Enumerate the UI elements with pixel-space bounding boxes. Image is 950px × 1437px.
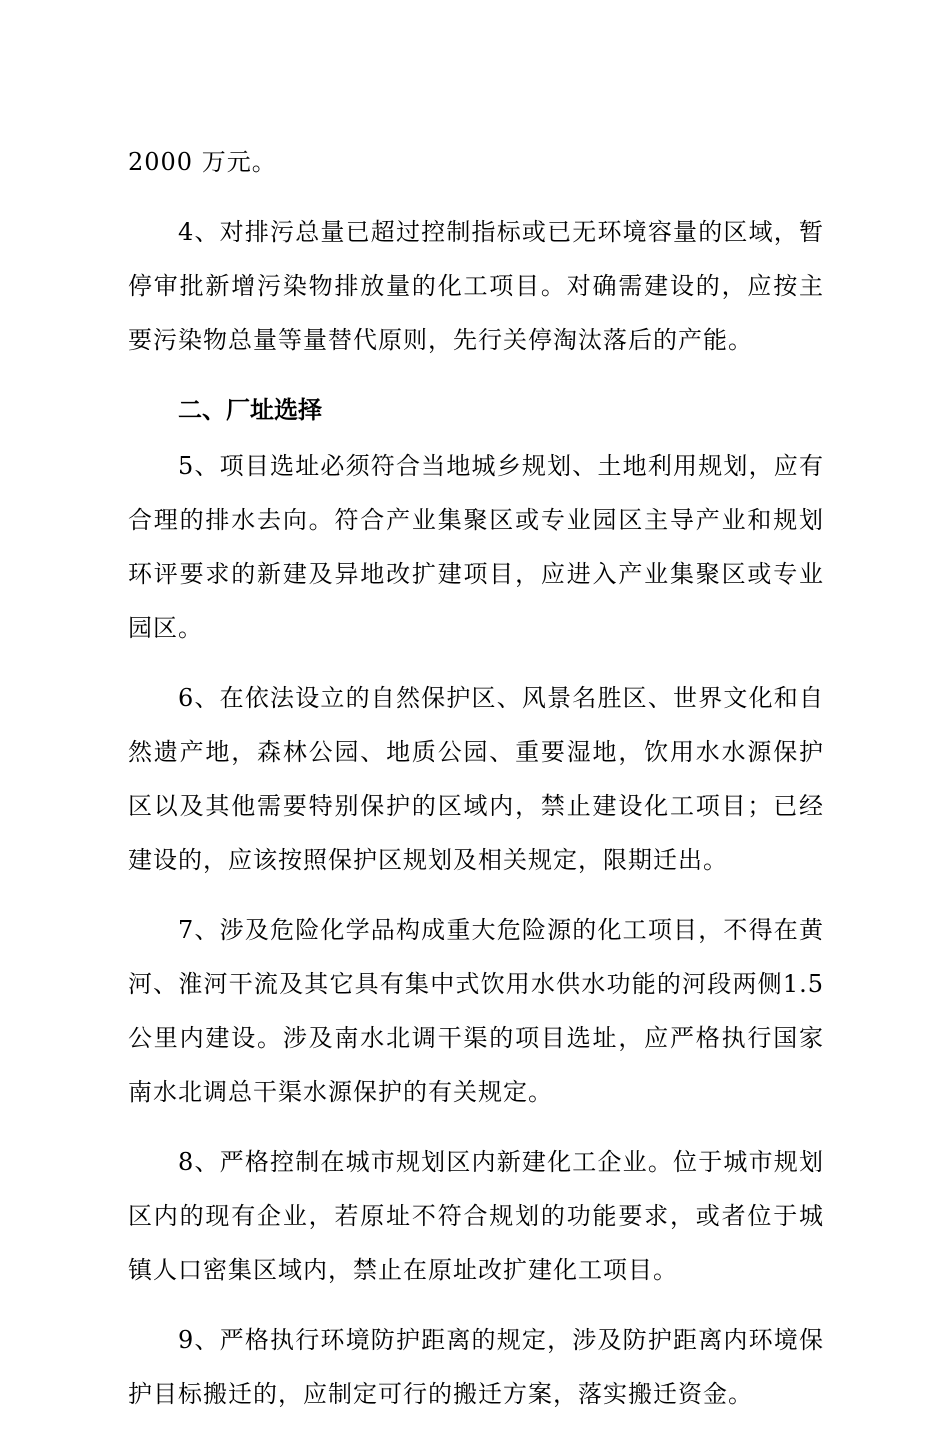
paragraph-6: 6、在依法设立的自然保护区、风景名胜区、世界文化和自然遗产地，森林公园、地质公园、重要湿地，饮用水水源保护区以及其他需要特别保护的区域内，禁止建设化工项目；已经建设的，应该按照保护区规划及相关规定，限期迁出。 (128, 684, 824, 874)
paragraph-5: 5、项目选址必须符合当地城乡规划、土地利用规划，应有合理的排水去向。符合产业集聚区或专业园区主导产业和规划环评要求的新建及异地改扩建项目，应进入产业集聚区或专业园区。 (128, 452, 824, 642)
paragraph-7: 7、涉及危险化学品构成重大危险源的化工项目，不得在黄河、淮河干流及其它具有集中式饮用水供水功能的河段两侧1.5 公里内建设。涉及南水北调干渠的项目选址，应严格执行国家南水北调总干渠水源保护的有关规定。 (128, 916, 824, 1106)
continuation-text: 2000 万元。 (128, 148, 277, 176)
paragraph-4: 4、对排污总量已超过控制指标或已无环境容量的区域，暂停审批新增污染物排放量的化工项目。对确需建设的，应按主要污染物总量等量替代原则，先行关停淘汰落后的产能。 (128, 218, 824, 354)
paragraph-9: 9、严格执行环境防护距离的规定，涉及防护距离内环境保护目标搬迁的，应制定可行的搬迁方案，落实搬迁资金。 (128, 1326, 824, 1408)
section-heading: 二、厂址选择 (178, 396, 322, 424)
paragraph-8: 8、严格控制在城市规划区内新建化工企业。位于城市规划区内的现有企业，若原址不符合规划的功能要求，或者位于城镇人口密集区域内，禁止在原址改扩建化工项目。 (128, 1148, 824, 1284)
document-page (128, 135, 824, 1437)
